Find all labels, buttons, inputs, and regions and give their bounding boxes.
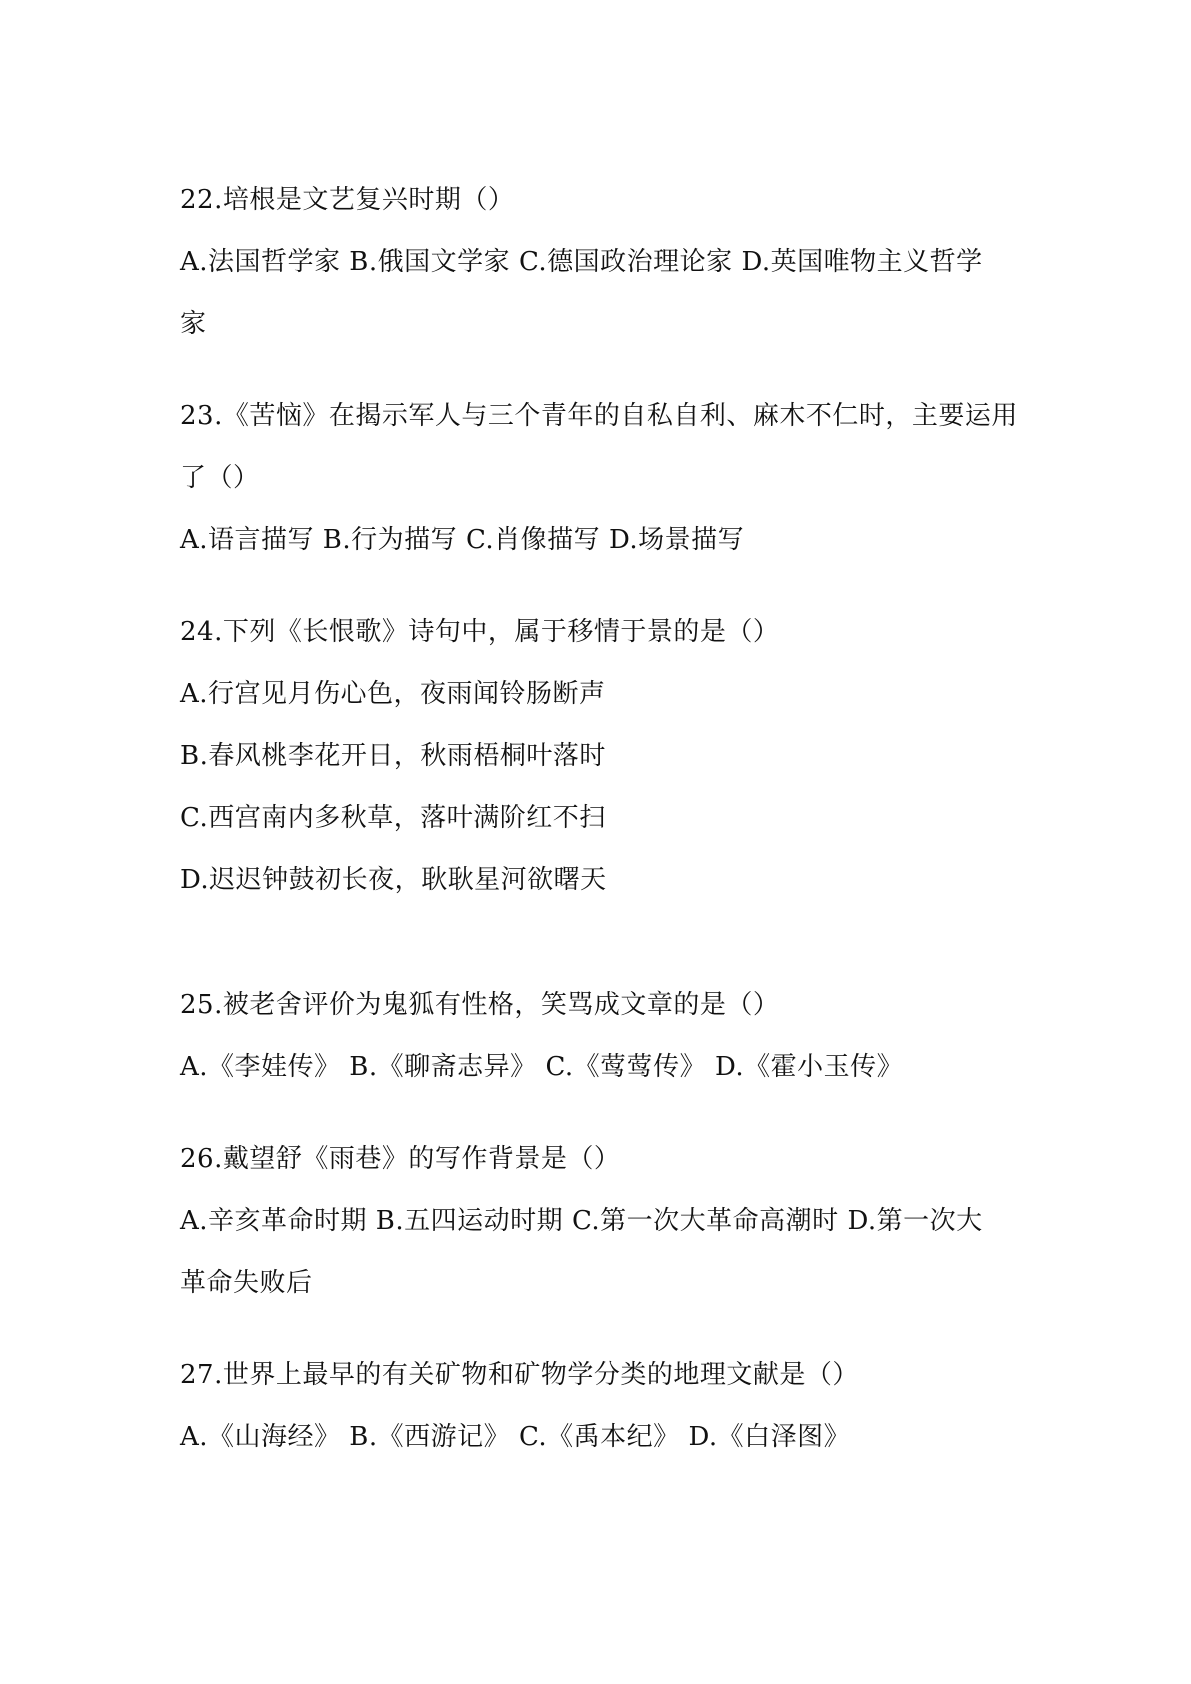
question-26-options: A.辛亥革命时期 B.五四运动时期 C.第一次大革命高潮时 D.第一次大	[180, 1206, 983, 1236]
question-26-stem: 26.戴望舒《雨巷》的写作背景是（）	[180, 1144, 621, 1174]
question-24-option-c: C.西宫南内多秋草，落叶满阶红不扫	[180, 803, 606, 833]
question-24-option-d: D.迟迟钟鼓初长夜，耿耿星河欲曙天	[180, 865, 607, 895]
question-24-option-a: A.行宫见月伤心色，夜雨闻铃肠断声	[180, 679, 606, 709]
question-25-stem: 25.被老舍评价为鬼狐有性格，笑骂成文章的是（）	[180, 990, 780, 1020]
question-24-stem: 24.下列《长恨歌》诗句中，属于移情于景的是（）	[180, 617, 780, 647]
question-25-options: A.《李娃传》 B.《聊斋志异》 C.《莺莺传》 D.《霍小玉传》	[180, 1052, 904, 1082]
question-26-options-cont: 革命失败后	[180, 1268, 313, 1298]
question-22-stem: 22.培根是文艺复兴时期（）	[180, 185, 515, 215]
question-27-stem: 27.世界上最早的有关矿物和矿物学分类的地理文献是（）	[180, 1360, 859, 1390]
question-23-options: A.语言描写 B.行为描写 C.肖像描写 D.场景描写	[180, 525, 745, 555]
question-23-stem: 23.《苦恼》在揭示军人与三个青年的自私自利、麻木不仁时，主要运用	[180, 401, 1018, 431]
question-27-options: A.《山海经》 B.《西游记》 C.《禹本纪》 D.《白泽图》	[180, 1422, 851, 1452]
question-24-option-b: B.春风桃李花开日，秋雨梧桐叶落时	[180, 741, 606, 771]
question-23-stem-cont: 了（）	[180, 463, 260, 493]
question-22-options: A.法国哲学家 B.俄国文学家 C.德国政治理论家 D.英国唯物主义哲学	[180, 247, 983, 277]
question-22-options-cont: 家	[180, 309, 207, 339]
